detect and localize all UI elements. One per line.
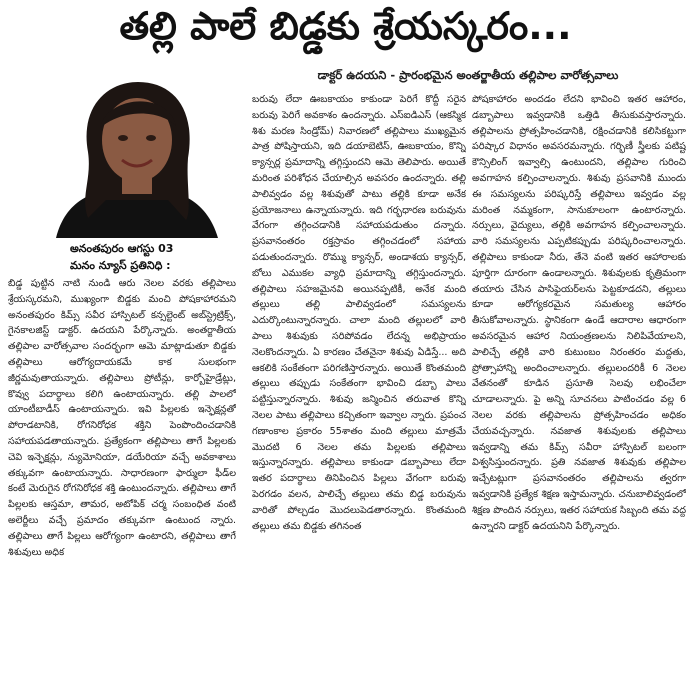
portrait-illustration (36, 80, 236, 238)
headline: తల్లి పాలే బిడ్డకు శ్రేయస్కరం... (119, 4, 572, 48)
article-text: బరువు లేదా ఊబకాయం కాకుండా పెరిగే కొద్దీ సరైన బరువు పెరిగే అవకాశం ఉందన్నారు. ఎస్ఐడిఎస్ (ఆకస్మిక శిశు మరణ సిండ్రోమ్) నివారణలో తల్లిపాలు ముఖ్యమైన పాత్ర పోషిస్తాయని, ఇది డయాబెటిస్, ఊబకాయం, కొన్ని క్యాన్సర్ల ప్రమాదాన్ని తగ్గిస్తుందని ఆమె తెలిపారు. అయితే మరింత పరిశోధన చేయాల్సిన అవసరం ఉందన్నారు. తల్లి పాలివ్వడం వల్ల శిశువుతో పాటు తల్లికి కూడా అనేక ప్రయోజనాలు ఉన్నాయన్నారు. ఇది గర్భధారణ బరువును వేగంగా తగ్గించడానికి సహాయపడుతుం దన్నారు. ప్రసవానంతరం రక్తస్రావం తగ్గించడంలో సహాయ పడుతుందన్నారు. రొమ్ము క్యాన్సర్, అండాశయ క్యాన్సర్, బోలు ఎముకల వ్యాధి ప్రమాదాన్ని తగ్గిస్తుందన్నారు. తల్లిపాలు సహజమైనవి అయినప్పటికీ, అనేక మంది తల్లులు తల్లి పాలివ్వడంలో సమస్యలను ఎదుర్కొంటున్నారన్నారు. చాలా మంది తల్లులలో వారి పాలు శిశువుకు సరిపోవడం లేదన్న అభిప్రాయం నెలకొందన్నారు. ఏ కారణం చేతనైనా శిశువు ఏడిస్తే... అది ఆకలికి సంకేతంగా పరిగణిస్తారన్నారు. అయితే కొంతమంది తల్లులు తప్పుడు సంకేతంగా భావించి డబ్బా పాలు పట్టిస్తున్నారన్నారు. శిశువు జన్మించిన తరువాత కొన్ని నెలల పాటు తల్లిపాలు కచ్చితంగా ఇవ్వాల న్నారు. ప్రపంచ గణాంకాల ప్రకారం 55శాతం మంది తల్లులు మాత్రమే మొదటి 6 నెలల తమ పిల్లలకు తల్లిపాలు ఇస్తున్నారన్నారు. తల్లిపాలు కాకుండా డబ్బాపాలు లేదా ఇతర పదార్థాలు తినిపించిన పిల్లలు వేగంగా బరువు పెరగడం వలన, పాలిచ్చే తల్లులు తమ బిడ్డ బరువును వారితో పోల్చడం మొదలుపెడతారన్నారు. కొంతమంది తల్లులు తమ బిడ్డకు తగినంత (252, 94, 466, 532)
dateline: అనంతపురం ఆగస్టు 03 (70, 242, 174, 255)
news-agency: మనం న్యూస్ ప్రతినిధి : (70, 259, 171, 272)
article-column-1 (8, 276, 236, 676)
article-column-2 (252, 92, 466, 676)
article-text: బిడ్డ పుట్టిన నాటి నుండి ఆరు నెలల వరకు తల్లిపాలు శ్రేయస్కరమని, ముఖ్యంగా బిడ్డకు మంచి పోషకాహారమని అనంతపురం కిమ్స్ సవీర హాస్పిటల్ కన్సల్టెంట్ అబ్‌స్ట్రెట్రిక్స్, గైనకాలజిస్ట్ డాక్టర్. ఉదయని పేర్కొన్నారు. అంతర్జాతీయ తల్లిపాల వారోత్సవాల సందర్భంగా ఆమె మాట్లాడుతూ బిడ్డకు తల్లిపాలు ఆరోగ్యదాయకమే కాక సులభంగా జీర్ణమవుతాయన్నారు. తల్లిపాలు ప్రోటీన్లు, కార్బోహైడ్రేట్లు, కొవ్వు పదార్థాలు కలిగి ఉంటాయన్నారు. తల్లి పాలలో యాంటీబాడీస్ ఉంటాయన్నారు. ఇవి పిల్లలకు ఇన్ఫెక్షన్లతో పోరాడటానికి, రోగనిరోధక శక్తిని పెంపొందించడానికి సహాయపడతాయన్నారు. ప్రత్యేకంగా తల్లిపాలు తాగే పిల్లలకు చెవి ఇన్ఫెక్షన్లు, న్యుమోనియా, డయేరియా వచ్చే అవకాశాలు తక్కువగా ఉంటాయన్నారు. సాధారణంగా ఫార్ములా ఫీడ్‌ల కంటే మెరుగైన రోగనిరోధక శక్తి ఉంటుందన్నారు. తల్లిపాలు తాగే పిల్లలకు ఆస్తమా, తామర, అటోపిక్ చర్మ సంబంధిత వంటి అలెర్జీలు వచ్చే ప్రమాదం తక్కువగా ఉంటుంద న్నారు. తల్లిపాలు తాగే పిల్లలు ఆరోగ్యంగా ఉంటారని, తల్లిపాలు తాగే శిశువులు అధిక (8, 278, 236, 558)
portrait-photo (36, 80, 236, 238)
article-column-3 (472, 92, 686, 676)
byline (70, 240, 230, 274)
subheadline: డాక్టర్ ఉదయని - ప్రారంభమైన అంతర్జాతీయ తల్లిపాల వారోత్సవాలు (317, 68, 619, 82)
article-text: పోషకాహారం అందడం లేదని భావించి ఇతర ఆహారం, డబ్బాపాలు ఇవ్వడానికి ఒత్తిడి తీసుకువస్తారన్నారు. తల్లిపాలను ప్రోత్సహించడానికి, రక్షించడానికి కలిసికట్టుగా పరిష్కార విధానం అవసరమన్నారు. గర్భిణీ స్త్రీలకు పటిష్ట కౌన్సిలింగ్ ఇవ్వాల్సి ఉంటుందని, తల్లిపాల గురించి అవగాహన కల్పించాలన్నారు. శిశువు ప్రసవానికి ముందు ఈ సమస్యలను పరిష్కరిస్తే తల్లిపాలు ఇవ్వడం వల్ల మరింత నమ్మకంగా, సానుకూలంగా ఉంటారన్నారు. నర్సులు, వైద్యులు, తల్లికి అవగాహన కల్పించాలన్నారు. వారి సమస్యలను ఎప్పటికప్పుడు పరిష్కరించాలన్నారు. తల్లిపాలు కాకుండా నీరు, తేనె వంటి ఇతర ఆహారాలకు పూర్తిగా దూరంగా ఉండాలన్నారు. శిశువులకు కృత్రిమంగా తయారు చేసిన పాసిఫైయర్‌లను పెట్టకూడదని, తల్లులు కూడా ఆరోగ్యకరమైన సమతుల్య ఆహారం తీసుకోవాలన్నారు. స్థానికంగా ఉండే ఆదారాల ఆధారంగా అవసరమైన ఆహార నియంత్రణలను నిలిపివేయాలని, పాలిచ్చే తల్లికి వారి కుటుంబం నిరంతరం మద్దతు, ప్రోత్సాహాన్ని అందించాలన్నారు. తల్లులందరికీ 6 నెలల వేతనంతో కూడిన ప్రసూతి సెలవు లభించేలా చూడాలన్నారు. పై అన్ని సూచనలు పాటించడం వల్ల 6 నెలల వరకు తల్లిపాలను ప్రోత్సహించడం అధికం చేయవచ్చన్నారు. నవజాత శిశువులకు తల్లిపాలు ఇవ్వడాన్ని తమ కిమ్స్ సవీరా హాస్పిటల్ బలంగా విశ్వసిస్తుందన్నారు. ప్రతి నవజాత శిశువుకు తల్లిపాల ఇచ్చేటట్లుగా ప్రసవానంతరం తల్లిపాలను త్వరగా ఇవ్వడానికి ప్రత్యేక శిక్షణ ఇస్తామన్నారు. చనుబాలివ్వడంలో శిక్షణ పొందిన నర్సులు, ఇతర సహాయక సిబ్బంది తమ వద్ద ఉన్నారని డాక్టర్ ఉదయనిని పేర్కొన్నారు. (472, 94, 686, 532)
